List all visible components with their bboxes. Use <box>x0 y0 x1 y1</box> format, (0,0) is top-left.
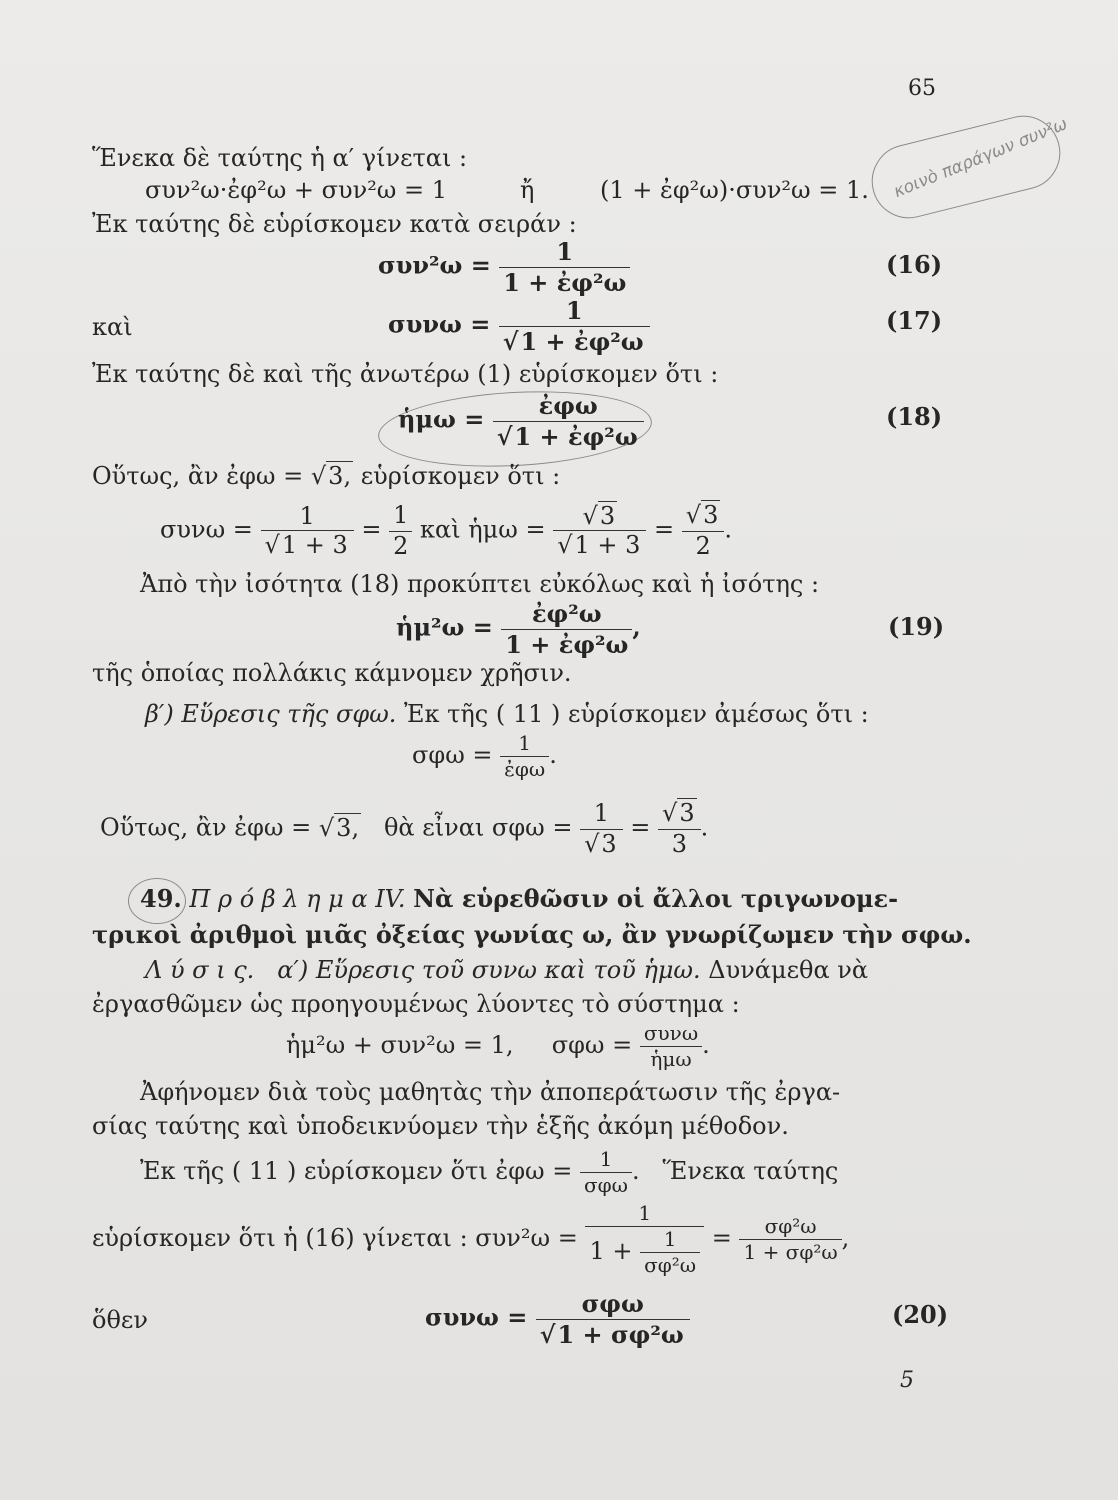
fraction <box>585 1202 704 1277</box>
denominator <box>536 1320 690 1349</box>
eq-lhs: σφω = <box>551 1031 633 1059</box>
sqrt: √3 <box>685 501 719 529</box>
numerator: σφω <box>536 1290 690 1320</box>
denominator: 2 <box>695 531 711 560</box>
sqrt: √1 + 3 <box>264 531 348 560</box>
fraction <box>500 732 549 781</box>
numerator: συνω <box>640 1022 702 1047</box>
sqrt: √1 + 3 <box>557 531 641 560</box>
equation: σφω = $\frac{1}{\text{ἐφω}}$ . <box>412 731 557 781</box>
text-line: Ἐκ τῆς ( 11 ) εὑρίσκομεν ὅτι ἐφω = $\frac{1}{\text{σφω}}$ . Ἕνεκα ταύτης <box>140 1147 839 1197</box>
fraction <box>580 800 623 858</box>
text-line: Ἐκ ταύτης δὲ εὑρίσκομεν κατὰ σειράν : <box>92 210 577 238</box>
equals: = <box>711 1224 732 1252</box>
eq-lhs: σφω = <box>412 741 493 769</box>
text-span: Οὕτως, ἂν ἐφω = <box>100 813 312 842</box>
text-line: Ἕνεκα δὲ ταύτης ἡ α′ γίνεται : <box>92 144 468 172</box>
sqrt: √3 <box>584 829 617 858</box>
sqrt: √1 + ἐφ²ω <box>502 326 644 356</box>
equation: Οὕτως, ἂν ἐφω = √3, θὰ εἶναι σφω = $\frac{1}{√3}$ = $\frac{√3}{3}$ . <box>100 799 709 858</box>
text-line: τῆς ὁποίας πολλάκις κάμνομεν χρῆσιν. <box>92 659 572 687</box>
text-line: Ἀπὸ τὴν ἰσότητα (18) προκύπτει εὐκόλως καὶ ἡ ἰσότης : <box>140 570 820 598</box>
text-line <box>92 462 560 490</box>
numerator <box>682 502 725 532</box>
sqrt: √1 + ἐφ²ω <box>496 421 638 451</box>
equation-number: (18) <box>886 402 943 431</box>
eq-lhs: συν²ω = <box>378 250 491 280</box>
equation-17 <box>388 297 650 355</box>
fraction <box>536 1290 690 1348</box>
fraction <box>389 502 412 560</box>
section-subtitle: β′) Εὕρεσις τῆς σφω. <box>145 700 397 728</box>
denominator: 1 + ἐφ²ω <box>503 267 627 297</box>
text-span: θὰ εἶναι σφω = <box>383 813 573 842</box>
pencil-bracket-mark <box>864 108 1071 226</box>
text-span: Ἐκ τῆς ( 11 ) εὑρίσκομεν ὅτι ἐφω = <box>140 1157 573 1185</box>
section-subtitle: α′) Εὕρεσις τοῦ συνω καὶ τοῦ ἡμω. <box>277 956 701 984</box>
page-number: 65 <box>908 76 936 101</box>
equals: = <box>654 515 675 544</box>
numerator: 1 <box>261 503 354 532</box>
equation-number: (19) <box>888 612 945 641</box>
denominator <box>499 327 650 356</box>
numerator: 1 <box>580 1148 632 1173</box>
equation: συν²ω·ἐφ²ω + συν²ω = 1 <box>145 176 448 204</box>
denominator: σφω <box>584 1173 628 1197</box>
equation-number: (17) <box>886 306 943 335</box>
fraction <box>499 297 650 355</box>
text-line <box>145 956 868 984</box>
fraction <box>553 503 646 560</box>
numerator: 1 <box>500 732 549 757</box>
fraction <box>580 1148 632 1197</box>
fraction <box>501 600 632 658</box>
equation-number: (20) <box>892 1300 949 1329</box>
numerator: 1 <box>499 238 630 268</box>
numerator: ἐφω <box>493 392 644 422</box>
numerator: 1 <box>585 1202 704 1227</box>
sqrt: √3, <box>318 813 360 842</box>
text-span: Οὕτως, ἂν ἐφω = <box>92 462 304 490</box>
numerator: 1 <box>499 297 650 327</box>
denominator <box>261 531 354 560</box>
equation-number: (16) <box>886 250 943 279</box>
eq-lhs: ἡμω = <box>398 404 485 434</box>
fraction <box>261 503 354 560</box>
text-word: ἤ <box>520 176 535 204</box>
equation: συνω = $\frac{1}{√1 + 3}$ = $\frac{1}{2}$ καὶ ἡμω = $\frac{√3}{√1 + 3}$ = $\frac{√3}{2}$ . <box>160 501 733 560</box>
text-line: Ἀφήνομεν διὰ τοὺς μαθητὰς τὴν ἀποπεράτωσιν τῆς ἐργα- <box>140 1078 841 1106</box>
eq-lhs: συνω = <box>425 1302 528 1332</box>
numerator: ἐφ²ω <box>501 600 632 630</box>
sqrt: √3, <box>310 462 352 490</box>
sqrt: √1 + σφ²ω <box>539 1319 684 1349</box>
denominator: 2 <box>393 531 409 560</box>
text-line: εὑρίσκομεν ὅτι ἡ (16) γίνεται : συν²ω = 1 1 + $\frac{1}{\text{σφ²ω}}$ = $\frac{\text{σφ²ω}}{\text{1 + σφ²ω}}$ , <box>92 1201 850 1277</box>
equation-16 <box>378 238 630 296</box>
fraction <box>640 1022 702 1071</box>
equation: (1 + ἐφ²ω)·συν²ω = 1. <box>600 176 869 204</box>
text-word: καὶ <box>92 313 133 341</box>
text-line <box>145 700 869 728</box>
fraction <box>493 392 644 450</box>
denominator <box>493 422 644 451</box>
equals: = <box>630 813 651 842</box>
numerator: 1 <box>389 502 412 532</box>
fraction <box>499 238 630 296</box>
text-line: ἐργασθῶμεν ὡς προηγουμένως λύοντες τὸ σύστημα : <box>92 990 740 1018</box>
denominator: 3 <box>671 829 687 858</box>
fraction <box>682 502 725 560</box>
denominator: ἐφω <box>504 757 546 781</box>
equation: ἡμ²ω + συν²ω = 1, σφω = $\frac{\text{συνω}}{\text{ἡμω}}$ . <box>286 1021 710 1071</box>
numerator: σφ²ω <box>739 1215 841 1240</box>
equals: = <box>361 515 382 544</box>
text-span: Δυνάμεθα νὰ <box>708 956 869 984</box>
problem-statement: τρικοὶ ἀριθμοὶ μιᾶς ὀξείας γωνίας ω, ἂν γνωρίζωμεν τὴν σφω. <box>92 920 972 949</box>
denominator: 1 + σφ²ω <box>743 1240 838 1264</box>
text-span: Ἐκ τῆς ( 11 ) εὑρίσκομεν ἀμέσως ὅτι : <box>404 700 869 728</box>
equation-20 <box>425 1290 690 1348</box>
section-number: 49. <box>140 884 182 913</box>
numerator: 1 <box>580 800 623 830</box>
text-span: εὑρίσκομεν ὅτι ἡ (16) γίνεται : συν²ω = <box>92 1224 578 1252</box>
solution-label: Λ ύ σ ι ς. <box>145 956 255 984</box>
eq-lhs: ἡμ²ω = <box>396 612 493 642</box>
text-line: Ἐκ ταύτης δὲ καὶ τῆς ἀνωτέρω (1) εὑρίσκομεν ὅτι : <box>92 360 719 388</box>
denominator: ἡμω <box>650 1047 692 1071</box>
sqrt: √3 <box>582 501 616 530</box>
equation-19: ἡμ²ω = $\frac{\text{ἐφ²ω}}{\text{1 + ἐφ²ω}}$ , <box>396 599 641 659</box>
numerator: 1 <box>640 1228 700 1253</box>
footer-number: 5 <box>900 1368 914 1393</box>
text-line: σίας ταύτης καὶ ὑποδεικνύομεν τὴν ἑξῆς ἀκόμη μέθοδον. <box>92 1112 789 1140</box>
fraction <box>658 800 701 858</box>
section-title: Π ρ ό β λ η μ α IV. <box>189 885 406 913</box>
text-span: καὶ ἡμω = <box>420 515 546 544</box>
fraction <box>640 1228 700 1277</box>
sqrt: √3 <box>662 799 695 827</box>
denominator: σφ²ω <box>644 1253 697 1277</box>
equation-18 <box>398 392 644 450</box>
text-span: εὑρίσκομεν ὅτι : <box>360 462 561 490</box>
equation-part: ἡμ²ω + συν²ω = 1, <box>286 1031 514 1059</box>
denominator <box>553 531 646 560</box>
denominator <box>580 830 623 859</box>
handwritten-note: κοινὸ παράγων συν²ω <box>890 114 1071 202</box>
text-span: Ἕνεκα ταύτης <box>662 1157 839 1185</box>
numerator <box>658 800 701 830</box>
fraction <box>739 1215 841 1264</box>
numerator <box>553 503 646 532</box>
text-span: 1 + <box>589 1237 633 1265</box>
problem-statement: Νὰ εὑρεθῶσιν οἱ ἄλλοι τριγωνομε- <box>413 884 899 913</box>
problem-heading <box>140 884 898 913</box>
eq-lhs: συνω = <box>388 309 491 339</box>
denominator: 1 + ἐφ²ω <box>505 629 629 659</box>
denominator <box>585 1227 704 1277</box>
eq-lhs: συνω = <box>160 515 253 544</box>
text-word: ὅθεν <box>92 1306 148 1334</box>
